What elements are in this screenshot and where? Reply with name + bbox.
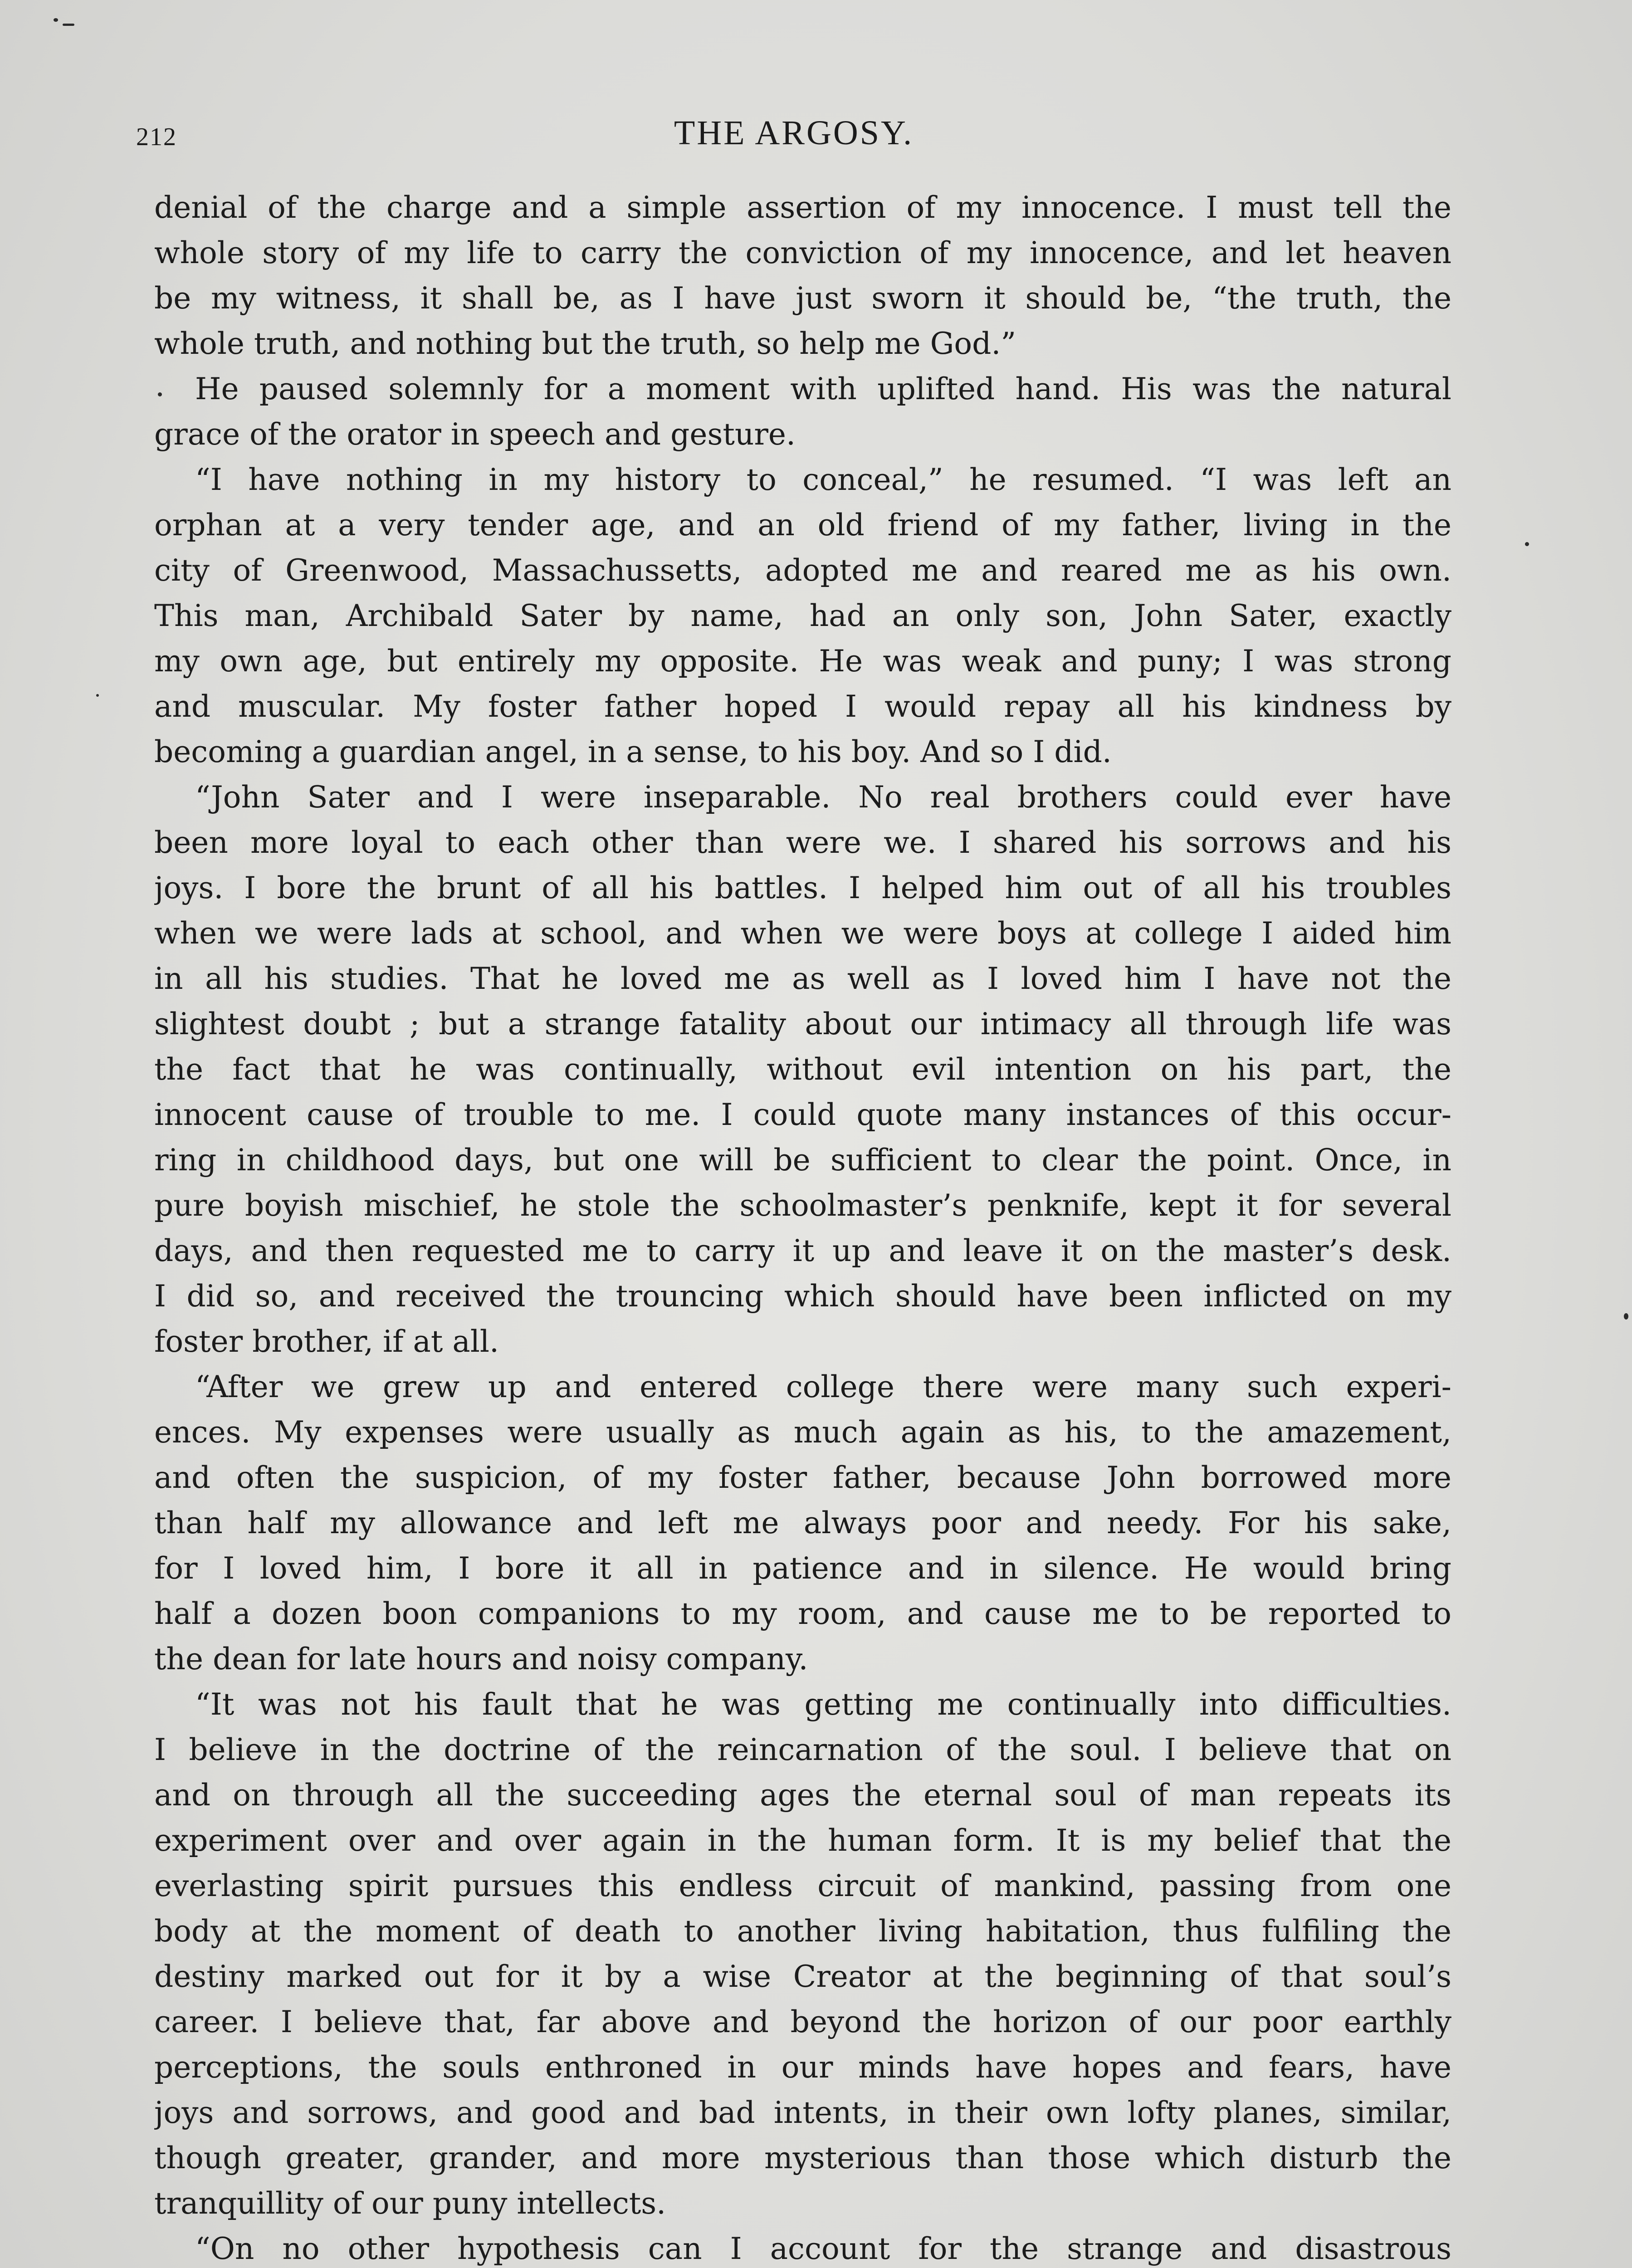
text-line: ring in childhood days, but one will be sufficient to clear the point. Once, in	[154, 1143, 1451, 1178]
running-head: THE ARGOSY.	[674, 114, 914, 152]
text-line: denial of the charge and a simple assertion of my innocence. I must tell the	[154, 190, 1451, 225]
text-line: “After we grew up and entered college there were many such experi-	[195, 1369, 1451, 1404]
text-line: grace of the orator in speech and gesture.	[154, 417, 796, 452]
text-line: This man, Archibald Sater by name, had an only son, John Sater, exactly	[154, 598, 1451, 633]
text-line: orphan at a very tender age, and an old friend of my father, living in the	[154, 508, 1451, 543]
text-line: slightest doubt ; but a strange fatality about our intimacy all through life was	[154, 1007, 1451, 1041]
text-line: than half my allowance and left me always poor and needy. For his sake,	[154, 1505, 1451, 1540]
text-line: foster brother, if at all.	[154, 1324, 499, 1359]
text-line: half a dozen boon companions to my room, and cause me to be reported to	[154, 1596, 1451, 1631]
print-speck	[54, 18, 58, 22]
text-line: ences. My expenses were usually as much again as his, to the amazement,	[154, 1415, 1451, 1450]
text-line: experiment over and over again in the human form. It is my belief that the	[154, 1823, 1451, 1858]
text-line: though greater, grander, and more mysterious than those which disturb the	[154, 2141, 1451, 2175]
text-line: my own age, but entirely my opposite. He was weak and puny; I was strong	[154, 644, 1451, 679]
text-line: pure boyish mischief, he stole the schoolmaster’s penknife, kept it for several	[154, 1188, 1451, 1223]
print-speck	[96, 694, 99, 697]
text-line: body at the moment of death to another living habitation, thus fulfiling the	[154, 1914, 1451, 1949]
text-line: becoming a guardian angel, in a sense, to his boy. And so I did.	[154, 734, 1112, 769]
text-line: “John Sater and I were inseparable. No real brothers could ever have	[195, 780, 1451, 815]
text-line: joys. I bore the brunt of all his battles. I helped him out of all his troubles	[154, 870, 1451, 905]
text-line: “I have nothing in my history to conceal,” he resumed. “I was left an	[195, 462, 1451, 497]
text-line: career. I believe that, far above and beyond the horizon of our poor earthly	[154, 2004, 1451, 2039]
text-line: city of Greenwood, Massachussetts, adopted me and reared me as his own.	[154, 553, 1451, 588]
text-line: whole truth, and nothing but the truth, so help me God.”	[154, 326, 1016, 361]
text-line: whole story of my life to carry the conviction of my innocence, and let heaven	[154, 235, 1451, 270]
print-speck	[1624, 1313, 1628, 1320]
text-line: and often the suspicion, of my foster father, because John borrowed more	[154, 1460, 1451, 1495]
text-line: in all his studies. That he loved me as well as I loved him I have not the	[154, 961, 1451, 996]
page-number: 212	[136, 123, 177, 151]
print-speck	[63, 24, 74, 26]
text-line: I believe in the doctrine of the reincarnation of the soul. I believe that on	[154, 1732, 1451, 1767]
text-line: the dean for late hours and noisy company.	[154, 1642, 808, 1677]
text-line: “It was not his fault that he was getting me continually into difficulties.	[195, 1687, 1451, 1722]
text-line: when we were lads at school, and when we were boys at college I aided him	[154, 916, 1451, 951]
text-line: for I loved him, I bore it all in patience and in silence. He would bring	[154, 1551, 1451, 1586]
page-header	[136, 113, 1451, 163]
text-line: been more loyal to each other than were we. I shared his sorrows and his	[154, 825, 1451, 860]
text-line: “On no other hypothesis can I account for the strange and disastrous	[195, 2231, 1451, 2266]
text-line: I did so, and received the trouncing which should have been inflicted on my	[154, 1279, 1451, 1314]
text-line: everlasting spirit pursues this endless circuit of mankind, passing from one	[154, 1868, 1451, 1903]
text-line: perceptions, the souls enthroned in our minds have hopes and fears, have	[154, 2050, 1451, 2085]
text-line: the fact that he was continually, without evil intention on his part, the	[154, 1052, 1451, 1087]
text-line: tranquillity of our puny intellects.	[154, 2186, 666, 2221]
body-text	[154, 185, 1451, 2268]
text-line: be my witness, it shall be, as I have just sworn it should be, “the truth, the	[154, 281, 1451, 316]
text-line: joys and sorrows, and good and bad intents, in their own lofty planes, similar,	[154, 2095, 1451, 2130]
text-line: days, and then requested me to carry it up and leave it on the master’s desk.	[154, 1233, 1451, 1268]
text-line: and muscular. My foster father hoped I would repay all his kindness by	[154, 689, 1451, 724]
print-speck	[1525, 542, 1529, 546]
text-line: destiny marked out for it by a wise Creator at the beginning of that soul’s	[154, 1959, 1451, 1994]
text-line: and on through all the succeeding ages the eternal soul of man repeats its	[154, 1778, 1451, 1813]
text-line: innocent cause of trouble to me. I could quote many instances of this occur-	[154, 1097, 1451, 1132]
text-line: He paused solemnly for a moment with uplifted hand. His was the natural	[195, 371, 1451, 406]
